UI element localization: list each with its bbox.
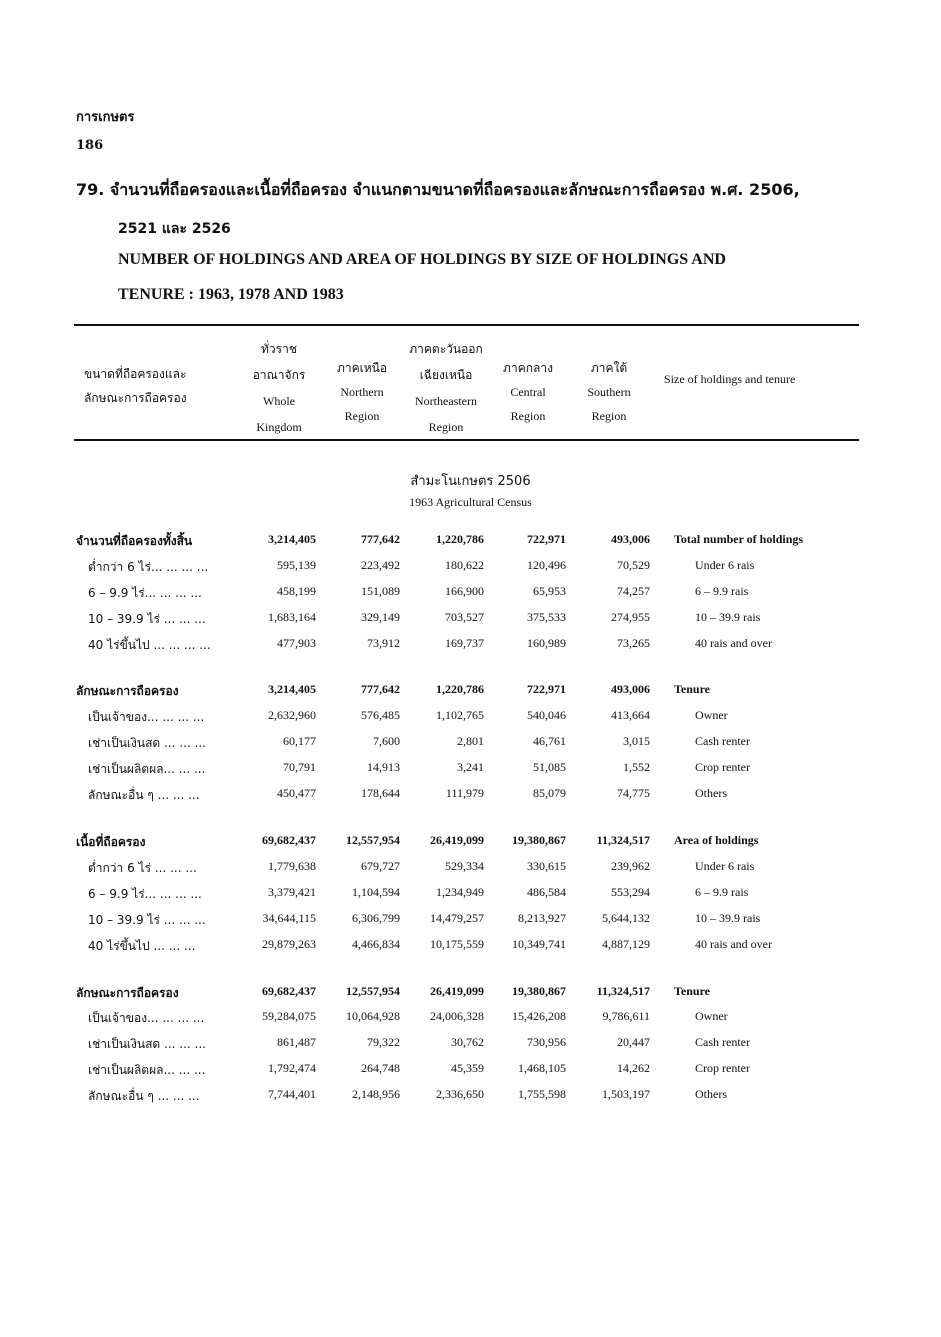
cell-central: 19,380,867 [512, 833, 566, 847]
cell-whole-kingdom: 34,644,115 [262, 911, 316, 925]
cell-northern: 14,913 [367, 760, 400, 774]
table-row-total [0, 682, 941, 708]
table-row [0, 636, 941, 662]
row-label-thai: 6 – 9.9 ไร่... ... ... ... [88, 586, 202, 600]
cell-central: 19,380,867 [512, 984, 566, 998]
table-row [0, 1009, 941, 1035]
cell-northeastern: 2,336,650 [436, 1087, 484, 1101]
table-row-total [0, 532, 941, 558]
cell-northern: 329,149 [361, 610, 400, 624]
row-label-thai: เป็นเจ้าของ... ... ... ... [88, 710, 205, 724]
header-line: Region [428, 420, 464, 434]
cell-northeastern: 166,900 [445, 584, 484, 598]
cell-southern: 5,644,132 [602, 911, 650, 925]
cell-northern: 10,064,928 [346, 1009, 400, 1023]
cell-whole-kingdom: 3,379,421 [268, 885, 316, 899]
cell-central: 160,989 [527, 636, 566, 650]
table-title-thai: 79. จำนวนที่ถือครองและเนื้อที่ถือครอง จำแนกตามขนาดที่ถือครองและลักษณะการถือครอง พ.ศ. 2506, [76, 180, 800, 199]
row-label-thai: 40 ไร่ขึ้นไป ... ... ... [88, 939, 196, 953]
cell-central: 722,971 [527, 682, 566, 696]
header-col-northern [322, 356, 402, 428]
header-line: ภาคตะวันออก [409, 342, 483, 356]
table-row [0, 610, 941, 636]
cell-whole-kingdom: 60,177 [283, 734, 316, 748]
table-row [0, 885, 941, 911]
cell-northeastern: 1,220,786 [436, 532, 484, 546]
row-label-english: Others [695, 786, 727, 800]
cell-whole-kingdom: 861,487 [277, 1035, 316, 1049]
cell-whole-kingdom: 70,791 [283, 760, 316, 774]
cell-northern: 264,748 [361, 1061, 400, 1075]
header-line: Whole [263, 394, 295, 408]
cell-northeastern: 45,359 [451, 1061, 484, 1075]
table-title-thai-continued: 2521 และ 2526 [118, 221, 231, 237]
running-header: การเกษตร [76, 110, 135, 125]
table-row [0, 1061, 941, 1087]
header-line: อาณาจักร [252, 368, 306, 382]
row-label-thai: ลักษณะการถือครอง [76, 684, 179, 698]
cell-central: 10,349,741 [512, 937, 566, 951]
cell-southern: 1,552 [623, 760, 650, 774]
cell-northern: 6,306,799 [352, 911, 400, 925]
cell-southern: 9,786,611 [602, 1009, 650, 1023]
header-line: Region [344, 409, 380, 423]
cell-central: 1,755,598 [518, 1087, 566, 1101]
cell-northern: 1,104,594 [352, 885, 400, 899]
cell-southern: 14,262 [617, 1061, 650, 1075]
cell-northeastern: 10,175,559 [430, 937, 484, 951]
header-line: Region [510, 409, 546, 423]
cell-southern: 493,006 [611, 532, 650, 546]
cell-southern: 413,664 [611, 708, 650, 722]
row-label-thai: เป็นเจ้าของ... ... ... ... [88, 1011, 205, 1025]
row-label-thai: 6 – 9.9 ไร่... ... ... ... [88, 887, 202, 901]
row-label-english: Crop renter [695, 760, 750, 774]
row-label-thai: เช่าเป็นผลิตผล... ... ... [88, 762, 206, 776]
header-line: Region [591, 409, 627, 423]
census-title-thai: สำมะโนเกษตร 2506 [410, 474, 531, 489]
cell-northeastern: 26,419,099 [430, 984, 484, 998]
cell-northern: 223,492 [361, 558, 400, 572]
cell-northeastern: 703,527 [445, 610, 484, 624]
header-line: ภาคใต้ [590, 361, 628, 375]
cell-northern: 7,600 [373, 734, 400, 748]
census-title-english: 1963 Agricultural Census [409, 495, 532, 509]
cell-central: 65,953 [533, 584, 566, 598]
cell-northeastern: 1,234,949 [436, 885, 484, 899]
cell-northeastern: 169,737 [445, 636, 484, 650]
table-row [0, 584, 941, 610]
row-label-thai: 40 ไร่ขึ้นไป ... ... ... ... [88, 638, 211, 652]
cell-northeastern: 1,220,786 [436, 682, 484, 696]
header-left-label [84, 362, 187, 410]
cell-northern: 2,148,956 [352, 1087, 400, 1101]
cell-whole-kingdom: 29,879,263 [262, 937, 316, 951]
cell-southern: 4,887,129 [602, 937, 650, 951]
table-row-total [0, 833, 941, 859]
cell-central: 486,584 [527, 885, 566, 899]
header-col-whole-kingdom [236, 336, 322, 440]
row-label-thai: เช่าเป็นเงินสด ... ... ... [88, 736, 206, 750]
cell-central: 15,426,208 [512, 1009, 566, 1023]
cell-southern: 274,955 [611, 610, 650, 624]
row-label-english: Tenure [674, 984, 711, 998]
table-row [0, 937, 941, 963]
row-label-thai: ลักษณะอื่น ๆ ... ... ... [88, 788, 200, 802]
header-left-line: ลักษณะการถือครอง [84, 391, 187, 405]
header-col-southern [570, 356, 648, 428]
row-label-thai: ต่ำกว่า 6 ไร่ ... ... ... [88, 861, 197, 875]
row-label-english: Owner [695, 1009, 728, 1023]
page-number: 186 [76, 138, 104, 153]
cell-whole-kingdom: 458,199 [277, 584, 316, 598]
row-label-english: Under 6 rais [695, 859, 755, 873]
cell-northern: 12,557,954 [346, 984, 400, 998]
cell-northeastern: 2,801 [457, 734, 484, 748]
cell-northeastern: 111,979 [445, 786, 484, 800]
row-label-english: Others [695, 1087, 727, 1101]
cell-southern: 11,324,517 [596, 833, 650, 847]
cell-central: 120,496 [527, 558, 566, 572]
row-label-thai: ลักษณะการถือครอง [76, 986, 179, 1000]
cell-whole-kingdom: 595,139 [277, 558, 316, 572]
cell-northern: 4,466,834 [352, 937, 400, 951]
cell-central: 375,533 [527, 610, 566, 624]
header-bottom-rule [74, 439, 859, 441]
header-line: ภาคเหนือ [336, 361, 388, 375]
cell-southern: 74,775 [617, 786, 650, 800]
cell-whole-kingdom: 59,284,075 [262, 1009, 316, 1023]
row-label-english: 10 – 39.9 rais [695, 610, 761, 624]
table-row-total [0, 984, 941, 1010]
row-label-thai: ต่ำกว่า 6 ไร่... ... ... ... [88, 560, 209, 574]
row-label-english: Total number of holdings [674, 532, 804, 546]
cell-southern: 20,447 [617, 1035, 650, 1049]
row-label-thai: เนื้อที่ถือครอง [76, 835, 146, 849]
cell-southern: 73,265 [617, 636, 650, 650]
cell-northeastern: 529,334 [445, 859, 484, 873]
cell-central: 540,046 [527, 708, 566, 722]
cell-northern: 79,322 [367, 1035, 400, 1049]
cell-southern: 70,529 [617, 558, 650, 572]
row-label-thai: จำนวนที่ถือครองทั้งสิ้น [76, 534, 193, 548]
cell-northeastern: 24,006,328 [430, 1009, 484, 1023]
cell-northern: 679,727 [361, 859, 400, 873]
row-label-english: 6 – 9.9 rais [695, 885, 749, 899]
table-title-english: NUMBER OF HOLDINGS AND AREA OF HOLDINGS BY SIZE OF HOLDINGS AND [118, 251, 726, 268]
header-line: เฉียงเหนือ [419, 368, 473, 382]
cell-northern: 151,089 [361, 584, 400, 598]
cell-whole-kingdom: 1,683,164 [268, 610, 316, 624]
table-row [0, 760, 941, 786]
header-line: ภาคกลาง [503, 361, 553, 375]
cell-central: 51,085 [533, 760, 566, 774]
cell-southern: 74,257 [617, 584, 650, 598]
cell-southern: 3,015 [623, 734, 650, 748]
cell-whole-kingdom: 69,682,437 [262, 984, 316, 998]
header-line: Northern [340, 385, 384, 399]
row-label-english: Cash renter [695, 734, 750, 748]
row-label-english: 40 rais and over [695, 937, 772, 951]
cell-southern: 553,294 [611, 885, 650, 899]
header-line: Northeastern [415, 394, 477, 408]
cell-northeastern: 1,102,765 [436, 708, 484, 722]
cell-southern: 11,324,517 [596, 984, 650, 998]
cell-northeastern: 14,479,257 [430, 911, 484, 925]
row-label-english: 40 rais and over [695, 636, 772, 650]
row-label-english: Crop renter [695, 1061, 750, 1075]
cell-central: 330,615 [527, 859, 566, 873]
table-row [0, 1035, 941, 1061]
row-label-english: Under 6 rais [695, 558, 755, 572]
header-line: Southern [587, 385, 631, 399]
cell-central: 46,761 [533, 734, 566, 748]
row-label-english: Area of holdings [674, 833, 759, 847]
table-row [0, 734, 941, 760]
header-col-northeastern [398, 336, 494, 440]
header-right-label: Size of holdings and tenure [664, 372, 796, 386]
row-label-english: 10 – 39.9 rais [695, 911, 761, 925]
cell-northern: 576,485 [361, 708, 400, 722]
cell-southern: 239,962 [611, 859, 650, 873]
table-title-english-continued: TENURE : 1963, 1978 AND 1983 [118, 286, 344, 303]
row-label-english: Cash renter [695, 1035, 750, 1049]
cell-whole-kingdom: 3,214,405 [268, 532, 316, 546]
table-row [0, 859, 941, 885]
cell-whole-kingdom: 477,903 [277, 636, 316, 650]
cell-northern: 777,642 [361, 532, 400, 546]
cell-whole-kingdom: 69,682,437 [262, 833, 316, 847]
row-label-thai: 10 – 39.9 ไร่ ... ... ... [88, 612, 206, 626]
cell-northeastern: 26,419,099 [430, 833, 484, 847]
table-top-rule [74, 324, 859, 326]
row-label-english: 6 – 9.9 rais [695, 584, 749, 598]
row-label-thai: 10 – 39.9 ไร่ ... ... ... [88, 913, 206, 927]
cell-central: 722,971 [527, 532, 566, 546]
cell-whole-kingdom: 1,792,474 [268, 1061, 316, 1075]
table-row [0, 708, 941, 734]
table-row [0, 786, 941, 812]
cell-whole-kingdom: 3,214,405 [268, 682, 316, 696]
header-line: Central [510, 385, 546, 399]
header-left-line: ขนาดที่ถือครองและ [84, 367, 187, 381]
table-row [0, 558, 941, 584]
cell-whole-kingdom: 1,779,638 [268, 859, 316, 873]
cell-northeastern: 180,622 [445, 558, 484, 572]
row-label-thai: เช่าเป็นผลิตผล... ... ... [88, 1063, 206, 1077]
cell-southern: 1,503,197 [602, 1087, 650, 1101]
cell-northern: 777,642 [361, 682, 400, 696]
row-label-english: Tenure [674, 682, 711, 696]
row-label-english: Owner [695, 708, 728, 722]
row-label-thai: เช่าเป็นเงินสด ... ... ... [88, 1037, 206, 1051]
table-row [0, 911, 941, 937]
cell-northeastern: 30,762 [451, 1035, 484, 1049]
cell-northeastern: 3,241 [457, 760, 484, 774]
cell-central: 1,468,105 [518, 1061, 566, 1075]
header-col-central [490, 356, 566, 428]
header-line: Kingdom [256, 420, 302, 434]
cell-central: 730,956 [527, 1035, 566, 1049]
cell-southern: 493,006 [611, 682, 650, 696]
header-line: ทั่วราช [261, 342, 297, 356]
cell-central: 85,079 [533, 786, 566, 800]
cell-northern: 178,644 [361, 786, 400, 800]
cell-whole-kingdom: 7,744,401 [268, 1087, 316, 1101]
cell-northern: 12,557,954 [346, 833, 400, 847]
table-row [0, 1087, 941, 1113]
cell-northern: 73,912 [367, 636, 400, 650]
cell-whole-kingdom: 2,632,960 [268, 708, 316, 722]
row-label-thai: ลักษณะอื่น ๆ ... ... ... [88, 1089, 200, 1103]
cell-whole-kingdom: 450,477 [277, 786, 316, 800]
cell-central: 8,213,927 [518, 911, 566, 925]
